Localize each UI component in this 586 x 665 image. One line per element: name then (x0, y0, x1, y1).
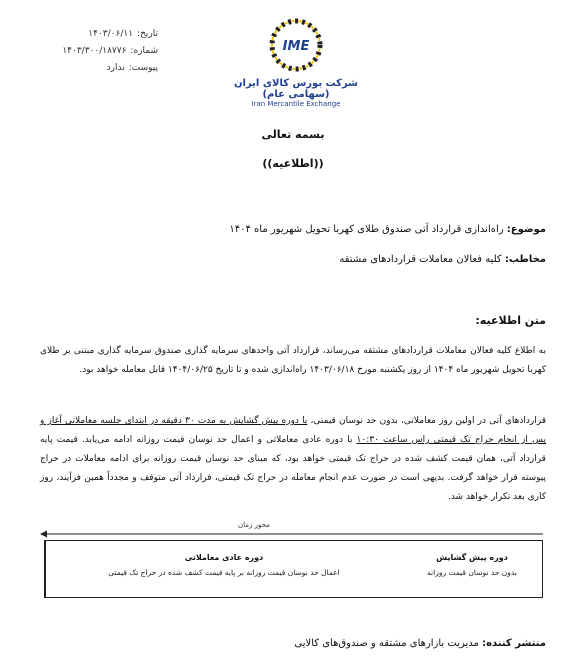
letter-meta (48, 26, 158, 77)
time-axis-label: محور زمان (238, 521, 270, 529)
attachment-value: ندارد (106, 63, 125, 73)
company-name-fa: شرکت بورس کالای ایران (سهامی عام) (233, 78, 359, 100)
company-logo (226, 14, 366, 110)
audience-text: کلیه فعالان معاملات قراردادهای مشتقه (339, 254, 502, 265)
paragraph-1: به اطلاع کلیه فعالان معاملات قراردادهای مشتقه می‌رساند، قرارداد آتی واحدهای سرمایه گذاری صندوق سرمایه گذاری مبتنی بر طلای کهربا تحویل شهریور ماه ۱۴۰۴ از روز یکشنبه مورخ ۱۴۰۳/۰۶/۱۸ راه‌اندازی شده و تا تاریخ ۱۴۰۴/۰۶/۲۵ قابل معامله خواهد بود. (40, 346, 546, 375)
preopen-desc: بدون حد نوسان قیمت روزانه (427, 568, 517, 577)
publisher-text: مدیریت بازارهای مشتقه و صندوق‌های کالایی (294, 638, 479, 649)
ime-emblem-icon (265, 14, 327, 76)
preopen-period-box (402, 541, 542, 597)
publisher-line (294, 638, 546, 649)
number-label: شماره: (130, 46, 158, 56)
timeline-diagram (44, 540, 543, 598)
audience-label: مخاطب: (504, 254, 546, 265)
subject-text: راه‌اندازی قرارداد آتی صندوق طلای کهربا تحویل شهریور ماه ۱۴۰۴ (229, 224, 504, 235)
notice-body-heading: متن اطلاعیه: (475, 314, 546, 327)
paragraph-2-start: قراردادهای آتی در اولین روز معاملاتی، بدون حد نوسان قیمتی، (307, 416, 546, 426)
publisher-label: منتشر کننده: (482, 638, 546, 649)
subject-line (229, 224, 546, 235)
audience-line (339, 254, 546, 265)
regular-desc: اعمال حد نوسان قیمت روزانه بر پایه قیمت کشف شده در حراج تک قیمتی (108, 568, 340, 577)
preopen-title: دوره پیش گشایش (436, 553, 508, 562)
notice-title: ((اطلاعیه)) (262, 157, 324, 170)
paragraph-2-underlined: با دوره پیش گشایش به مدت ۳۰ دقیقه در ابتدای جلسه معاملاتی آغاز و پس از انجام حراج تک قیمتی راس ساعت ۱۰:۳۰ (40, 416, 546, 445)
regular-title: دوره عادی معاملاتی (184, 553, 264, 562)
paragraph-2-end: با دوره عادی معاملاتی و اعمال حد نوسان قیمت روزانه ادامه می‌یابد. قیمت پایه قرارداد آتی، همان قیمت کشف شده در حراج تک قیمتی خواهد بود، که مبنای حد نوسان قیمت روزانه برای ادامه معاملات در حراج پیوسته قرار خواهد گرفت. بدیهی است در صورت عدم انجام معامله در حراج تک قیمتی، قرارداد آتی متوقف و مجدداً همین فرآیند، روز کاری بعد تکرار خواهد شد. (40, 435, 546, 502)
company-name-en: Iran Mercantile Exchange (251, 100, 341, 108)
regular-period-box (45, 541, 402, 597)
date-label: تاریخ: (137, 29, 158, 39)
subject-label: موضوع: (506, 224, 546, 235)
logo-mark-text: IME (282, 39, 310, 54)
time-axis-arrow-icon (40, 529, 543, 539)
date-value: ۱۴۰۳/۰۶/۱۱ (88, 29, 134, 39)
paragraph-2 (40, 412, 546, 507)
bismillah: بسمه تعالی (261, 128, 325, 141)
attachment-label: پیوست: (128, 63, 158, 73)
number-value: ۱۴۰۳/۳۰۰/۱۸۷۷۶ (62, 46, 127, 56)
